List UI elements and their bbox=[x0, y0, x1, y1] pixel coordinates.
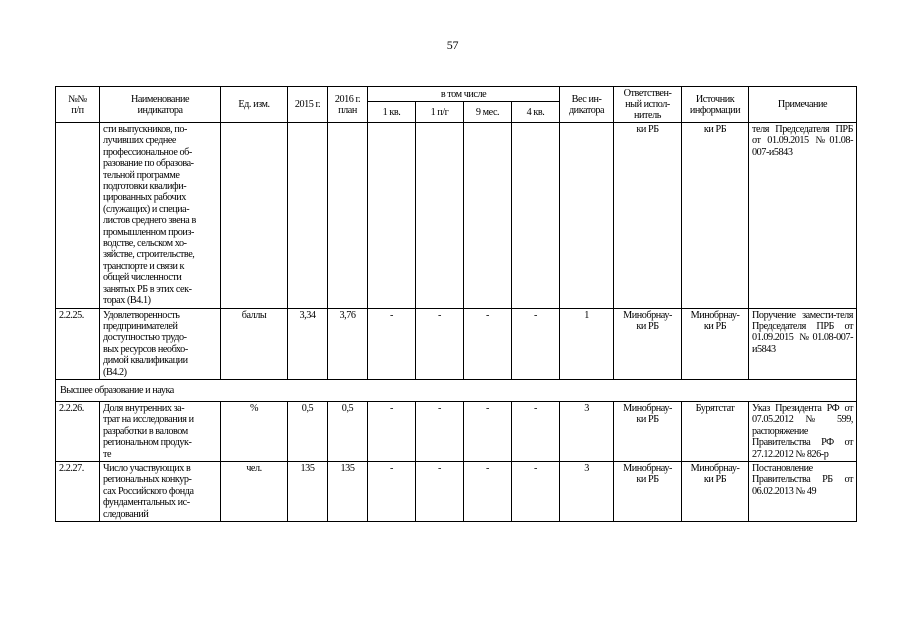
cell-responsible: ки РБ bbox=[614, 123, 682, 309]
cell-2016: 135 bbox=[328, 461, 368, 521]
cell-h1 bbox=[416, 123, 464, 309]
cell-9m: - bbox=[464, 401, 512, 461]
cell-q4: - bbox=[512, 401, 560, 461]
cell-note: теля Председателя ПРБ от 01.09.2015 №01.08-007-и5843 bbox=[749, 123, 857, 309]
cell-h1: - bbox=[416, 401, 464, 461]
cell-name: Число участвующих в региональных конкур- сах Российского фонда фундаментальных ис- следований bbox=[100, 461, 221, 521]
header-q1: 1 кв. bbox=[368, 102, 416, 123]
cell-source: Минобрнау- ки РБ bbox=[682, 308, 749, 379]
header-name: Наименование индикатора bbox=[100, 87, 221, 123]
cell-source: Бурятстат bbox=[682, 401, 749, 461]
table-row bbox=[56, 401, 857, 461]
cell-responsible: Минобрнау- ки РБ bbox=[614, 461, 682, 521]
cell-2016: 0,5 bbox=[328, 401, 368, 461]
header-h1: 1 п/г bbox=[416, 102, 464, 123]
cell-9m: - bbox=[464, 308, 512, 379]
header-note: Примечание bbox=[749, 87, 857, 123]
table-row bbox=[56, 308, 857, 379]
header-source: Источник информации bbox=[682, 87, 749, 123]
header-weight: Вес ин- дикатора bbox=[560, 87, 614, 123]
cell-2015 bbox=[288, 123, 328, 309]
cell-weight: 1 bbox=[560, 308, 614, 379]
header-9m: 9 мес. bbox=[464, 102, 512, 123]
cell-weight bbox=[560, 123, 614, 309]
cell-weight: 3 bbox=[560, 401, 614, 461]
cell-q1: - bbox=[368, 401, 416, 461]
cell-q4: - bbox=[512, 308, 560, 379]
cell-note: Постановление Правительства РБ от 06.02.2013 № 49 bbox=[749, 461, 857, 521]
cell-num: 2.2.26. bbox=[56, 401, 100, 461]
cell-2016: 3,76 bbox=[328, 308, 368, 379]
cell-num: 2.2.25. bbox=[56, 308, 100, 379]
cell-2016 bbox=[328, 123, 368, 309]
section-row bbox=[56, 379, 857, 401]
cell-h1: - bbox=[416, 461, 464, 521]
cell-responsible: Минобрнау- ки РБ bbox=[614, 308, 682, 379]
cell-num bbox=[56, 123, 100, 309]
cell-unit: чел. bbox=[221, 461, 288, 521]
cell-num: 2.2.27. bbox=[56, 461, 100, 521]
header-q4: 4 кв. bbox=[512, 102, 560, 123]
header-2016-plan: 2016 г. план bbox=[328, 87, 368, 123]
cell-name: Удовлетворенность предпринимателей доступностью трудо- вых ресурсов необхо- димой квалификации (В4.2) bbox=[100, 308, 221, 379]
cell-q4 bbox=[512, 123, 560, 309]
page-number: 57 bbox=[446, 38, 459, 52]
cell-2015: 135 bbox=[288, 461, 328, 521]
cell-name: сти выпускников, по- лучивших среднее профессиональное об- разование по образова- тельной программе подготовки квалифи- цированных рабочих (служащих) и специа- листов среднего звена в промышленном произ- водстве, сельском хо- зяйстве, строительстве, транспорте и связи к общей численности занятых РБ в этих сек- торах (В4.1) bbox=[100, 123, 221, 309]
cell-source: Минобрнау- ки РБ bbox=[682, 461, 749, 521]
header-including: в том числе bbox=[368, 87, 560, 102]
indicators-table bbox=[55, 86, 857, 522]
cell-h1: - bbox=[416, 308, 464, 379]
cell-2015: 3,34 bbox=[288, 308, 328, 379]
cell-note: Поручение замести-теля Председателя ПРБ от 01.09.2015 №01.08-007-и5843 bbox=[749, 308, 857, 379]
table-row bbox=[56, 461, 857, 521]
table-row bbox=[56, 123, 857, 309]
cell-q1 bbox=[368, 123, 416, 309]
cell-unit: % bbox=[221, 401, 288, 461]
section-title: Высшее образование и наука bbox=[56, 379, 857, 401]
cell-q4: - bbox=[512, 461, 560, 521]
cell-unit bbox=[221, 123, 288, 309]
cell-2015: 0,5 bbox=[288, 401, 328, 461]
cell-responsible: Минобрнау- ки РБ bbox=[614, 401, 682, 461]
cell-q1: - bbox=[368, 461, 416, 521]
cell-weight: 3 bbox=[560, 461, 614, 521]
cell-note: Указ Президента РФ от 07.05.2012 № 599, распоряжение Правительства РФ от 27.12.2012 № 826-р bbox=[749, 401, 857, 461]
cell-9m bbox=[464, 123, 512, 309]
cell-unit: баллы bbox=[221, 308, 288, 379]
cell-9m: - bbox=[464, 461, 512, 521]
header-responsible: Ответствен- ный испол- нитель bbox=[614, 87, 682, 123]
cell-name: Доля внутренних за- трат на исследования и разработки в валовом региональном продук- те bbox=[100, 401, 221, 461]
header-unit: Ед. изм. bbox=[221, 87, 288, 123]
cell-q1: - bbox=[368, 308, 416, 379]
cell-source: ки РБ bbox=[682, 123, 749, 309]
header-2015: 2015 г. bbox=[288, 87, 328, 123]
header-num: №№ п/п bbox=[56, 87, 100, 123]
